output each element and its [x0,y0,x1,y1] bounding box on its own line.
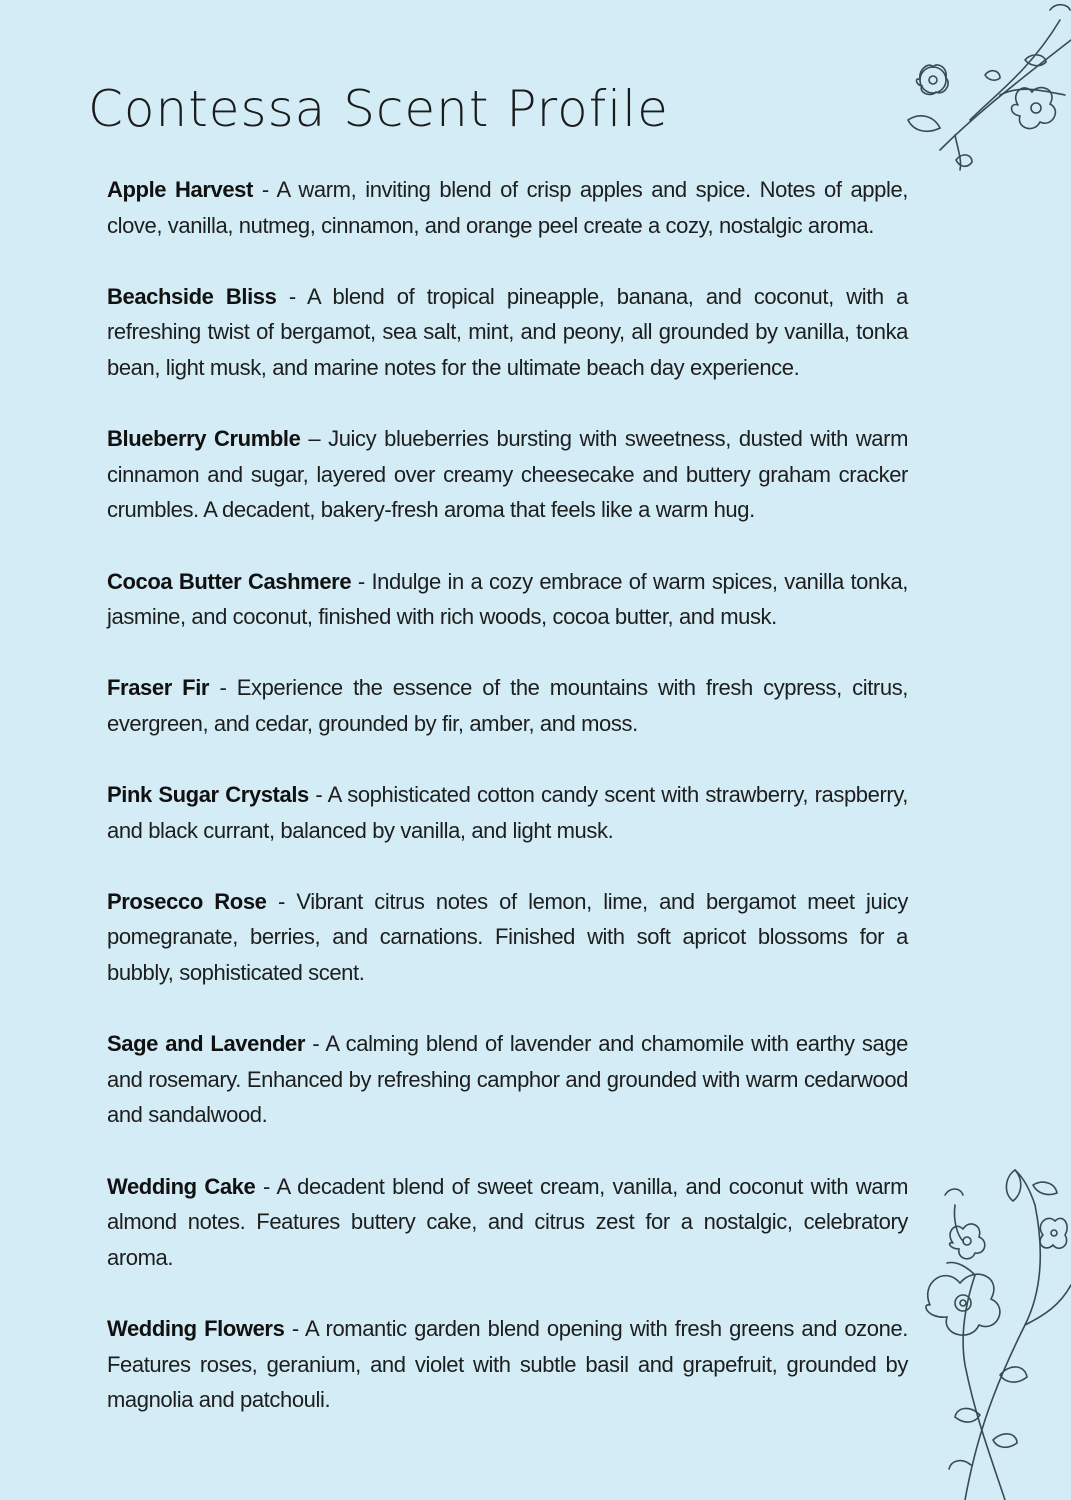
scent-entry [107,884,908,991]
scent-description: A blend of tropical pineapple, banana, and coconut, with a refreshing twist of bergamot, sea salt, mint, and peony, all grounded by vanilla, tonka bean, light musk, and marine notes for the ultimate beach day experience. [107,283,908,380]
scent-separator: - [357,568,365,594]
floral-line-art-top-right-icon [900,0,1071,175]
scent-description: A decadent blend of sweet cream, vanilla, and coconut with warm almond notes. Features buttery cake, and citrus zest for a nostalgic, celebratory aroma. [107,1173,909,1270]
scent-entry [107,670,908,741]
scent-name: Sage and Lavender [107,1031,306,1057]
scent-name: Cocoa Butter Cashmere [107,568,352,594]
scent-separator: - [312,1031,320,1057]
scent-separator: - [263,1173,270,1199]
scent-description: Indulge in a cozy embrace of warm spices, vanilla tonka, jasmine, and coconut, finished with rich woods, cocoa butter, and musk. [107,568,909,630]
scent-name: Fraser Fir [107,675,210,701]
page-title: Contessa Scent Profile [88,80,669,138]
scent-entry [107,1311,908,1418]
scent-description: Juicy blueberries bursting with sweetness, dusted with warm cinnamon and sugar, layered over creamy cheesecake and buttery graham cracker crumbles. A decadent, bakery-fresh aroma that feels like a warm hug. [107,426,908,523]
scent-name: Wedding Cake [107,1173,256,1199]
scent-entry [107,1026,908,1133]
scent-entry [107,421,908,528]
scent-entry [107,564,908,635]
scent-entry [107,279,908,386]
scent-description: Vibrant citrus notes of lemon, lime, and bergamot meet juicy pomegranate, berries, and carnations. Finished with soft apricot blossoms for a bubbly, sophisticated scent. [107,888,909,986]
scent-description: A romantic garden blend opening with fresh greens and ozone. Features roses, geranium, and violet with subtle basil and grapefruit, grounded by magnolia and patchouli. [107,1316,908,1413]
floral-line-art-bottom-right-icon [905,1165,1071,1500]
scent-name: Wedding Flowers [107,1316,285,1341]
scent-separator: – [308,426,321,452]
scent-description: A sophisticated cotton candy scent with strawberry, raspberry, and black currant, balanced by vanilla, and light musk. [107,782,909,843]
scent-name: Blueberry Crumble [107,426,301,452]
scent-entry [107,777,908,848]
scent-description: A calming blend of lavender and chamomile with earthy sage and rosemary. Enhanced by refreshing camphor and grounded with warm cedarwood and sandalwood. [107,1031,908,1128]
scent-description: Experience the essence of the mountains with fresh cypress, citrus, evergreen, and cedar, grounded by fir, amber, and moss. [107,675,909,736]
scent-name: Beachside Bliss [107,283,277,309]
scent-list [107,172,908,1453]
scent-separator: - [315,782,323,808]
scent-name: Apple Harvest [107,177,253,202]
scent-name: Prosecco Rose [107,888,267,914]
scent-entry [107,172,908,243]
scent-entry [107,1169,908,1276]
scent-separator: - [277,888,285,914]
scent-separator: - [291,1316,299,1341]
scent-name: Pink Sugar Crystals [107,782,309,808]
scent-separator: - [261,177,269,202]
scent-separator: - [219,675,227,701]
scent-separator: - [288,283,296,309]
scent-description: A warm, inviting blend of crisp apples and spice. Notes of apple, clove, vanilla, nutmeg, cinnamon, and orange peel create a cozy, nostalgic aroma. [107,177,908,238]
